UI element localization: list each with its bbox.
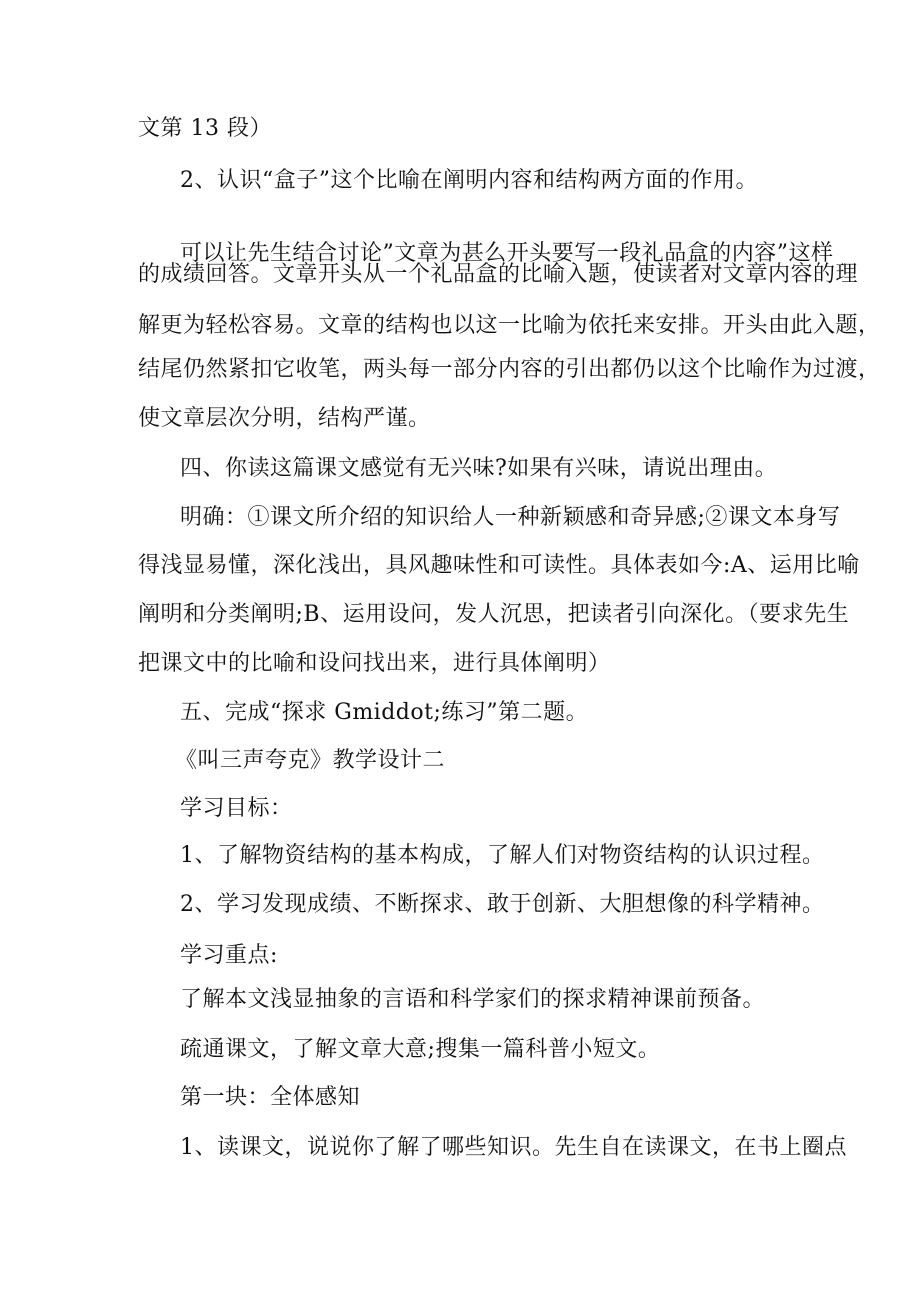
text-line-8: 四、你读这篇课文感觉有无兴味?如果有兴味，请说出理由。 — [180, 456, 778, 481]
text-line-21: 第一块：全体感知 — [180, 1085, 361, 1110]
text-line-12: 把课文中的比喻和设问找出来，进行具体阐明） — [138, 651, 611, 676]
text-line-1: 文第 13 段） — [138, 116, 272, 141]
text-line-6: 结尾仍然紧扣它收笔，两头每一部分内容的引出都仍以这个比喻作为过渡， — [138, 357, 881, 382]
text-line-3: 可以让先生结合讨论”文章为甚么开头要写一段礼品盒的内容”这样 — [180, 241, 834, 266]
text-line-11: 阐明和分类阐明;B、运用设问，发人沉思，把读者引向深化。（要求先生 — [138, 602, 850, 627]
text-line-17: 2、学习发现成绩、不断探求、敢于创新、大胆想像的科学精神。 — [180, 892, 825, 917]
text-line-9: 明确：①课文所介绍的知识给人一种新颖感和奇异感;②课文本身写 — [180, 505, 841, 530]
text-line-10: 得浅显易懂，深化浅出，具风趣味性和可读性。具体表如今:A、运用比喻 — [138, 553, 860, 578]
text-line-13: 五、完成“探求 Gmiddot;练习”第二题。 — [180, 700, 589, 725]
text-line-4: 的成绩回答。文章开头从一个礼品盒的比喻入题，使读者对文章内容的理 — [138, 262, 859, 287]
text-line-5: 解更为轻松容易。文章的结构也以这一比喻为依托来安排。开头由此入题， — [138, 313, 881, 338]
text-line-16: 1、了解物资结构的基本构成，了解人们对物资结构的认识过程。 — [180, 843, 825, 868]
text-line-2: 2、认识“盒子”这个比喻在阐明内容和结构两方面的作用。 — [180, 168, 758, 193]
text-line-15: 学习目标： — [180, 796, 293, 821]
text-line-22: 1、读课文，说说你了解了哪些知识。先生自在读课文，在书上圈点 — [180, 1135, 847, 1160]
text-line-19: 了解本文浅显抽象的言语和科学家们的探求精神课前预备。 — [180, 987, 766, 1012]
text-line-14: 《叫三声夸克》教学设计二 — [175, 748, 446, 773]
text-line-20: 疏通课文，了解文章大意;搜集一篇科普小短文。 — [180, 1037, 661, 1062]
text-line-18: 学习重点: — [180, 943, 278, 968]
text-line-7: 使文章层次分明，结构严谨。 — [138, 406, 431, 431]
